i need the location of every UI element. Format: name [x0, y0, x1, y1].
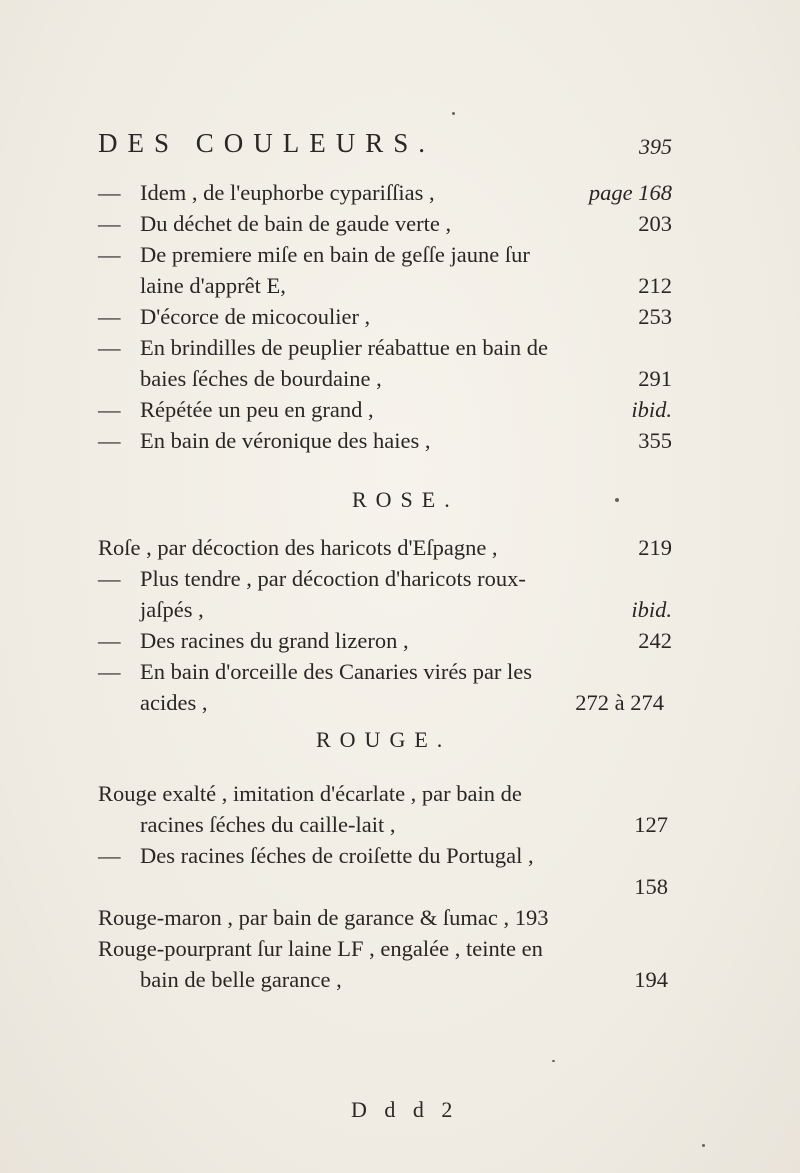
- entry-line: [98, 364, 672, 394]
- entry-line: [98, 271, 672, 301]
- entry-page-ref: 272 à 274: [575, 690, 664, 715]
- entry-page-ref: 212: [638, 273, 672, 298]
- entry-page-ref: 194: [634, 967, 668, 992]
- entry-page-ref: 355: [638, 428, 672, 453]
- entry-text: Rouge-maron , par bain de garance & ſumac , 193: [98, 905, 549, 930]
- entry-page-ref: 203: [638, 211, 672, 236]
- entry-dash: —: [98, 566, 121, 591]
- entry-text: Du déchet de bain de gaude verte ,: [140, 211, 452, 236]
- entry-text: racines ſéches du caille-lait ,: [140, 812, 396, 837]
- entry-text: Idem , de l'euphorbe cypariſſias ,: [140, 180, 435, 205]
- entry-text: Roſe , par décoction des haricots d'Eſpagne ,: [98, 535, 498, 560]
- entry-page-ref: 158: [634, 874, 668, 899]
- entry-page-ref: 253: [638, 304, 672, 329]
- entry-text: Rouge exalté , imitation d'écarlate , par bain de: [98, 781, 522, 806]
- entry-page-ref: 291: [638, 366, 672, 391]
- entry-dash: —: [98, 180, 121, 205]
- entry-line: [98, 810, 672, 840]
- entry-text: baies ſéches de bourdaine ,: [140, 366, 382, 391]
- entry-line: [98, 302, 672, 332]
- entry-text: Plus tendre , par décoction d'haricots roux-: [140, 566, 526, 591]
- entry-line: [98, 209, 672, 239]
- entry-text: laine d'apprêt E,: [140, 273, 286, 298]
- entry-line: [98, 595, 672, 625]
- page-number: 395: [639, 134, 672, 159]
- entry-text: D'écorce de micocoulier ,: [140, 304, 371, 329]
- entry-text: Répétée un peu en grand ,: [140, 397, 374, 422]
- entry-text: Rouge-pourprant ſur laine LF , engalée , teinte en: [98, 936, 543, 961]
- entry-dash: —: [98, 335, 121, 360]
- paper-speck: [452, 112, 455, 115]
- entry-line: [98, 426, 672, 456]
- paper-speck: [615, 498, 619, 502]
- entry-line: [98, 872, 672, 902]
- entry-text: jaſpés ,: [140, 597, 204, 622]
- entry-line: [98, 626, 672, 656]
- entry-text: De premiere miſe en bain de geſſe jaune ſur: [140, 242, 530, 267]
- entry-line: [98, 533, 672, 563]
- entry-line: [98, 395, 672, 425]
- entry-dash: —: [98, 397, 121, 422]
- entry-line: [98, 841, 672, 871]
- entry-page-ref: ibid.: [631, 597, 672, 622]
- signature-mark: D d d 2: [351, 1097, 459, 1122]
- entry-dash: —: [98, 304, 121, 329]
- entry-text: bain de belle garance ,: [140, 967, 342, 992]
- entry-text: En bain d'orceille des Canaries virés par les: [140, 659, 533, 684]
- running-title: DES COULEURS.: [98, 128, 436, 158]
- entry-dash: —: [98, 242, 121, 267]
- entry-page-ref: page 168: [588, 180, 672, 205]
- entry-dash: —: [98, 428, 121, 453]
- paper-speck: [552, 1060, 555, 1062]
- entry-line: [98, 934, 672, 964]
- entry-dash: —: [98, 211, 121, 236]
- entry-dash: —: [98, 843, 121, 868]
- entry-text: acides ,: [140, 690, 208, 715]
- entry-text: En brindilles de peuplier réabattue en bain de: [140, 335, 548, 360]
- entry-page-ref: ibid.: [631, 397, 672, 422]
- entry-line: [98, 240, 672, 270]
- section-heading-rouge: ROUGE.: [316, 727, 452, 752]
- entry-text: Des racines du grand lizeron ,: [140, 628, 409, 653]
- entry-line: [98, 564, 672, 594]
- section-heading-rose: ROSE.: [352, 487, 459, 512]
- entry-line: [98, 178, 672, 208]
- entry-dash: —: [98, 659, 121, 684]
- entry-line: [98, 779, 672, 809]
- entry-line: [98, 903, 672, 933]
- entry-page-ref: 219: [638, 535, 672, 560]
- entry-dash: —: [98, 628, 121, 653]
- entry-line: [98, 965, 672, 995]
- page-header: [98, 128, 672, 164]
- paper-speck: [702, 1144, 705, 1147]
- entry-text: Des racines ſéches de croiſette du Portugal ,: [140, 843, 534, 868]
- entry-line: [98, 688, 672, 718]
- entry-line: [98, 333, 672, 363]
- entry-page-ref: 127: [634, 812, 668, 837]
- entry-page-ref: 242: [638, 628, 672, 653]
- entry-line: [98, 657, 672, 687]
- entry-text: En bain de véronique des haies ,: [140, 428, 431, 453]
